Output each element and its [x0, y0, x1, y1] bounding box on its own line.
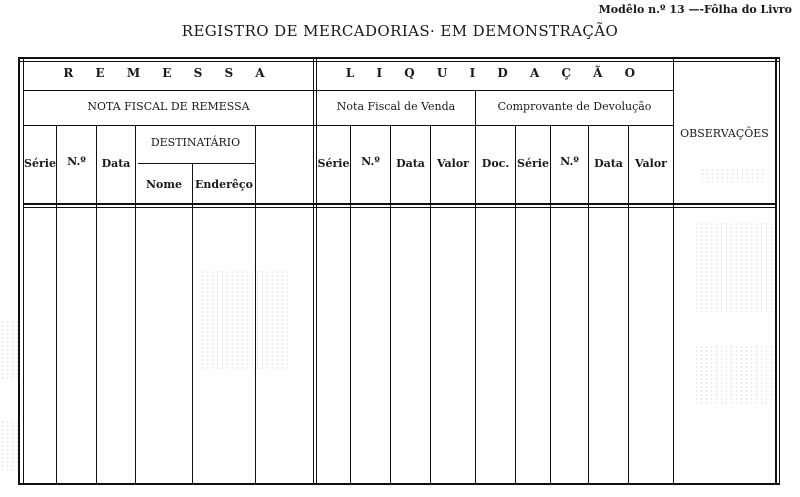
nota-fiscal-remessa-heading: NOTA FISCAL DE REMESSA [87, 100, 250, 113]
col-remessa-serie: Série [24, 157, 56, 170]
col-remessa-numero: N.º [67, 155, 86, 168]
col-destinatario-endereco: Enderêço [195, 178, 253, 191]
nota-fiscal-venda-heading: Nota Fiscal de Venda [336, 100, 456, 113]
col-destinatario: DESTINATÁRIO [150, 136, 241, 149]
col-venda-numero: N.º [361, 155, 380, 168]
model-label: Modêlo n.º 13 —-Fôlha do Livro [598, 3, 792, 16]
remessa-group-heading: R E M E S S A [63, 66, 274, 80]
comprovante-devolucao-heading: Comprovante de Devolução [497, 100, 652, 113]
col-destinatario-nome: Nome [145, 178, 183, 191]
col-observacoes: OBSERVAÇÕES [680, 127, 769, 140]
col-devolucao-data: Data [594, 157, 623, 170]
col-devolucao-numero: N.º [560, 155, 579, 168]
col-venda-data: Data [396, 157, 425, 170]
col-venda-serie: Série [317, 157, 350, 170]
col-venda-valor: Valor [437, 157, 469, 170]
liquidacao-group-heading: L I Q U I D A Ç Ã O [345, 66, 645, 80]
col-devolucao-valor: Valor [635, 157, 667, 170]
form-title: REGISTRO DE MERCADORIAS· EM DEMONSTRAÇÃO [181, 22, 619, 40]
col-devolucao-serie: Série [517, 157, 549, 170]
col-devolucao-doc: Doc. [481, 157, 510, 170]
col-remessa-data: Data [101, 157, 131, 170]
